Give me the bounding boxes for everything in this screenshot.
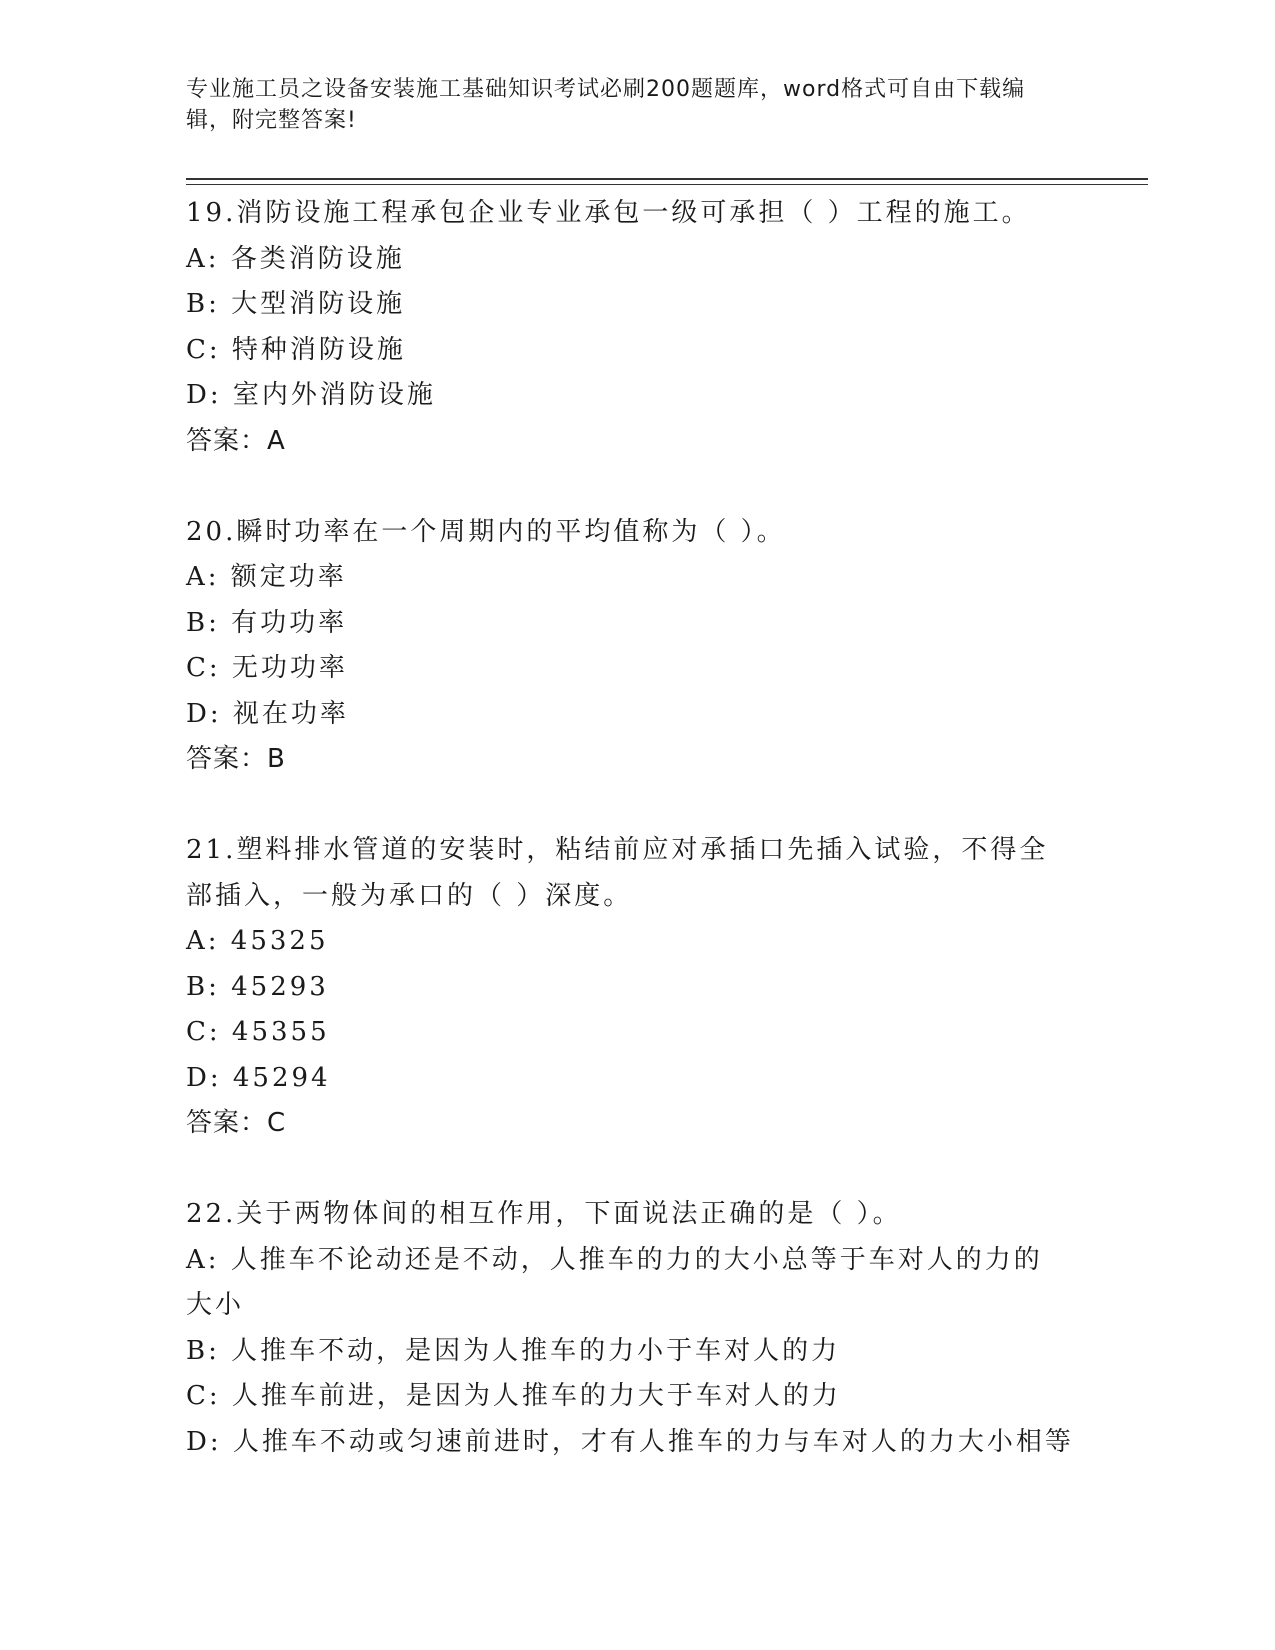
header-divider-thin bbox=[186, 184, 1148, 185]
answer-line: 答案：B bbox=[186, 744, 286, 774]
question-21 bbox=[186, 828, 1086, 1147]
question-19 bbox=[186, 191, 1086, 464]
question-stem: 22.关于两物体间的相互作用，下面说法正确的是（ ）。 bbox=[186, 1199, 902, 1229]
option-b: B: 有功功率 bbox=[186, 607, 348, 638]
question-stem: 21.塑料排水管道的安装时，粘结前应对承插口先插入试验，不得全部插入，一般为承口的（ ）深度。 bbox=[186, 835, 1049, 911]
answer-line: 答案：A bbox=[186, 425, 286, 456]
question-stem: 20.瞬时功率在一个周期内的平均值称为（ ）。 bbox=[186, 516, 786, 547]
option-d: D: 室内外消防设施 bbox=[186, 380, 436, 410]
answer-line: 答案：C bbox=[186, 1108, 287, 1138]
option-a: A: 45325 bbox=[186, 926, 329, 956]
option-b: B: 45293 bbox=[186, 971, 329, 1002]
option-a: A: 额定功率 bbox=[186, 562, 347, 592]
option-c: C: 人推车前进，是因为人推车的力大于车对人的力 bbox=[186, 1381, 841, 1411]
question-22 bbox=[186, 1192, 1086, 1465]
option-d: D: 视在功率 bbox=[186, 698, 349, 729]
document-header: 专业施工员之设备安装施工基础知识考试必刷200题题库，word格式可自由下载编辑，附完整答案! bbox=[186, 77, 1026, 133]
question-stem: 19.消防设施工程承包企业专业承包一级可承担（ ）工程的施工。 bbox=[186, 198, 1031, 228]
option-c: C: 45355 bbox=[186, 1017, 330, 1047]
header-divider-thick bbox=[186, 178, 1148, 180]
option-d: D: 45294 bbox=[186, 1062, 331, 1093]
option-b: B: 大型消防设施 bbox=[186, 289, 406, 319]
option-a: A: 人推车不论动还是不动，人推车的力的大小总等于车对人的力的大小 bbox=[186, 1244, 1043, 1320]
option-a: A: 各类消防设施 bbox=[186, 243, 405, 274]
option-b: B: 人推车不动，是因为人推车的力小于车对人的力 bbox=[186, 1335, 841, 1366]
option-c: C: 特种消防设施 bbox=[186, 334, 406, 365]
option-c: C: 无功功率 bbox=[186, 653, 348, 683]
question-list bbox=[186, 191, 1086, 1465]
question-20 bbox=[186, 510, 1086, 783]
option-d: D: 人推车不动或匀速前进时，才有人推车的力与车对人的力大小相等 bbox=[186, 1426, 1074, 1457]
